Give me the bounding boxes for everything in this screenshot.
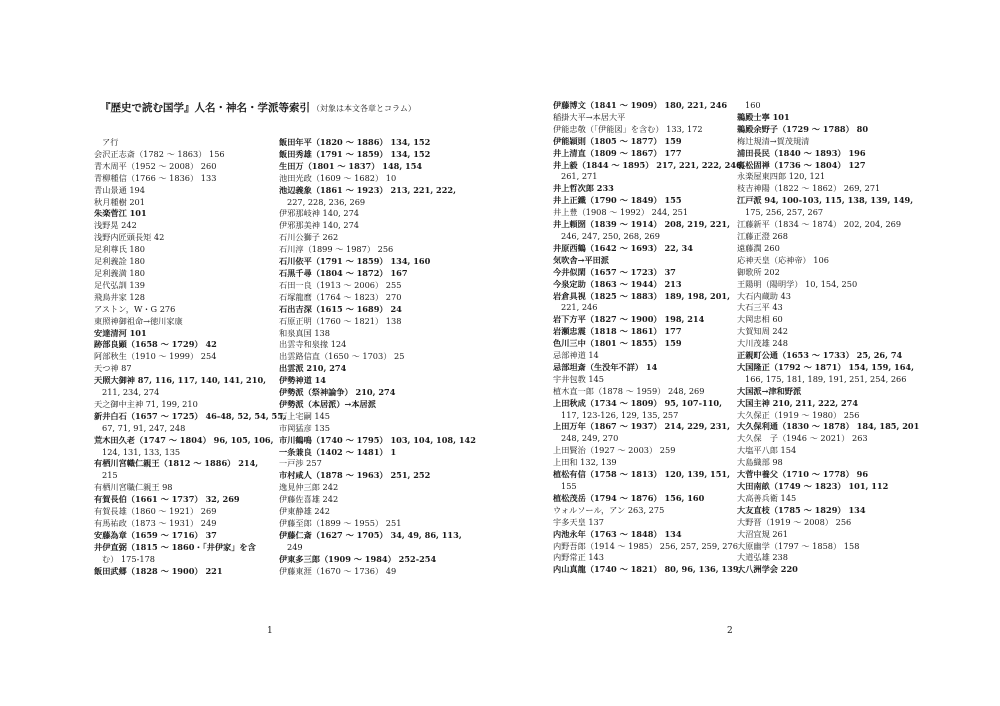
index-title-note: （対象は本文各章とコラム） xyxy=(312,104,416,113)
index-entry: 伊能穎則（1805 ～ 1877） 159 xyxy=(553,135,682,146)
index-entry: 朱楽菅江 101 xyxy=(94,208,147,219)
index-entry: 出雲路信直（1650 ～ 1703） 25 xyxy=(279,351,405,362)
index-entry: 植松茂岳（1794 ～ 1876） 156, 160 xyxy=(553,492,705,503)
index-title xyxy=(100,100,416,115)
index-entry: 江藤新平（1834 ～ 1874） 202, 204, 269 xyxy=(737,219,902,230)
index-entry: 応神天皇（応神帝） 106 xyxy=(737,254,829,265)
index-column xyxy=(737,100,919,576)
index-entry: 伊邪那岐神 140, 274 xyxy=(279,208,360,219)
index-entry: 市村咸人（1878 ～ 1963） 251, 252 xyxy=(279,470,431,481)
index-column xyxy=(279,137,476,578)
index-entry: 上田賢治（1927 ～ 2003） 259 xyxy=(553,445,676,456)
index-entry: 有馬祐政（1873 ～ 1931） 249 xyxy=(94,518,217,528)
index-entry: 160 xyxy=(745,100,761,110)
index-entry: 211, 234, 274 xyxy=(102,387,160,398)
index-entry: 124, 131, 133, 135 xyxy=(102,446,181,457)
index-entry: 大道弘雄 238 xyxy=(737,552,788,563)
index-entry: 和泉真国 138 xyxy=(279,327,330,338)
index-section-heading: ア行 xyxy=(102,137,119,147)
index-entry: 会沢正志斎（1782 ～ 1863） 156 xyxy=(94,148,225,159)
index-entry: 大田南畝（1749 ～ 1823） 101, 112 xyxy=(737,481,889,491)
index-entry: 浅野内匠頭長矩 42 xyxy=(94,232,165,243)
index-entry: 井上頼圀（1839 ～ 1914） 208, 219, 221, xyxy=(553,219,730,230)
index-entry: 大国主神 210, 211, 222, 274 xyxy=(737,397,859,408)
index-entry: 内野吾郎（1914 ～ 1985） 256, 257, 259, 276 xyxy=(553,540,738,551)
index-entry: 伊東多三郎（1909 ～ 1984） 252-254 xyxy=(279,553,437,564)
index-entry: 伊東静雄 242 xyxy=(279,506,330,517)
index-entry: 気吹舎→平田派 xyxy=(553,254,609,265)
index-entry: 稲掛大平→本居大平 xyxy=(553,111,626,122)
index-entry: 生田万（1801 ～ 1837） 148, 154 xyxy=(279,160,423,171)
index-entry: 青柳種信（1766 ～ 1836） 133 xyxy=(94,172,217,183)
index-entry: 117, 123-126, 129, 135, 257 xyxy=(561,409,679,420)
index-entry: 伊藤博文（1841 ～ 1909） 180, 221, 246 xyxy=(553,100,728,110)
index-entry: 忌部坦斎（生没年不詳） 14 xyxy=(553,361,658,372)
index-entry: 石黒千尋（1804 ～ 1872） 167 xyxy=(279,267,408,278)
index-entry: 大塩平八郎 154 xyxy=(737,445,797,456)
index-title-text: 『歴史で読む国学』人名・神名・学派等索引 xyxy=(100,102,310,114)
index-entry: 石田一良（1913 ～ 2006） 255 xyxy=(279,279,402,290)
index-entry: 伊藤佐喜雄 242 xyxy=(279,494,339,505)
index-entry: 植木直一郎（1878 ～ 1959） 248, 269 xyxy=(553,385,705,396)
index-entry: 出雲寺和泉掾 124 xyxy=(279,339,347,350)
index-entry: 飛鳥井家 128 xyxy=(94,291,145,302)
index-entry: 大賀知周 242 xyxy=(737,326,788,337)
page-number: 2 xyxy=(727,626,733,636)
index-entry: 伊勢派（祭神論争） 210, 274 xyxy=(279,387,396,398)
index-entry: 天つ神 87 xyxy=(94,363,132,374)
index-entry: 大友直枝（1785 ～ 1829） 134 xyxy=(737,504,866,515)
index-entry: 有栖川宮幟仁親王（1812 ～ 1886） 214, xyxy=(94,458,259,469)
index-entry: 足利義詮 180 xyxy=(94,256,145,267)
index-entry: 宇井包教 145 xyxy=(553,373,604,384)
index-entry: 江藤正澄 268 xyxy=(737,230,788,241)
index-entry: 遠藤潤 260 xyxy=(737,242,780,253)
index-entry: む） 175-178 xyxy=(102,553,155,564)
index-entry: 大岡忠相 60 xyxy=(737,314,783,325)
index-entry: 249 xyxy=(287,541,303,552)
index-entry: 井上正鐵（1790 ～ 1849） 155 xyxy=(553,195,682,206)
index-entry: 一戸渉 257 xyxy=(279,458,322,469)
index-entry: 伊藤仁斎（1627 ～ 1705） 34, 49, 86, 113, xyxy=(279,529,462,540)
index-entry: 221, 246 xyxy=(561,302,598,313)
index-entry: 大高善兵衛 145 xyxy=(737,492,797,503)
index-entry: 天之御中主神 71, 199, 210 xyxy=(94,398,198,409)
index-entry: 有栖川宮職仁親王 98 xyxy=(94,482,173,493)
index-entry: 大野晋（1919 ～ 2008） 256 xyxy=(737,516,852,527)
index-entry: 井原西鶴（1642 ～ 1693） 22, 34 xyxy=(553,242,693,253)
index-entry: 足利尊氏 180 xyxy=(94,244,145,255)
index-entry: 大国派→津和野派 xyxy=(737,385,802,396)
index-entry: 有賀長伯（1661 ～ 1737） 32, 269 xyxy=(94,494,240,505)
index-entry: 大久保正（1919 ～ 1980） 256 xyxy=(737,409,860,420)
index-entry: 上田秋成（1734 ～ 1809） 95, 107-110, xyxy=(553,397,722,408)
index-entry: 伊能忠敬（「伊能図」を含む） 133, 172 xyxy=(553,123,703,134)
index-entry: 枝吉神陽（1822 ～ 1862） 269, 271 xyxy=(737,183,881,194)
index-entry: 池田光政（1609 ～ 1682） 10 xyxy=(279,172,397,183)
index-entry: 岩下方平（1827 ～ 1900） 198, 214 xyxy=(553,314,705,325)
index-entry: 261, 271 xyxy=(561,171,598,182)
index-entry: 飯田秀雄（1791 ～ 1859） 134, 152 xyxy=(279,148,431,159)
index-entry: 175, 256, 257, 267 xyxy=(745,207,824,218)
index-entry: 浦田長民（1840 ～ 1893） 196 xyxy=(737,147,866,158)
index-entry: 出雲派 210, 274 xyxy=(279,363,347,374)
index-entry: 大菅中養父（1710 ～ 1778） 96 xyxy=(737,469,869,480)
page-right xyxy=(500,0,1000,706)
index-entry: 鵜殿余野子（1729 ～ 1788） 80 xyxy=(737,123,869,134)
page-number: 1 xyxy=(267,626,273,636)
index-entry: 伊勢神道 14 xyxy=(279,375,326,386)
index-entry: 岩瀬忠震（1818 ～ 1861） 177 xyxy=(553,326,682,337)
index-entry: 市岡猛彦 135 xyxy=(279,422,330,433)
index-entry: 新井白石（1657 ～ 1725） 46-48, 52, 54, 55, xyxy=(94,410,286,421)
index-entry: 梅辻規清→賀茂規清 xyxy=(737,135,810,146)
index-entry: 伊藤至郎（1899 ～ 1955） 251 xyxy=(279,518,402,528)
index-entry: 大国隆正（1792 ～ 1871） 154, 159, 164, xyxy=(737,361,914,372)
index-entry: 上田万年（1867 ～ 1937） 214, 229, 231, xyxy=(553,421,730,432)
index-entry: 浅野晃 242 xyxy=(94,220,137,231)
index-entry: 岩倉具視（1825 ～ 1883） 189, 198, 201, xyxy=(553,290,730,301)
index-entry: 石川依平（1791 ～ 1859） 134, 160 xyxy=(279,256,431,267)
index-entry: 永楽屋東四郎 120, 121 xyxy=(737,171,826,182)
index-entry: 大島織部 98 xyxy=(737,457,783,468)
index-entry: 大沼宜規 261 xyxy=(737,528,788,539)
index-entry: 足利義満 180 xyxy=(94,267,145,278)
index-entry: 荒木田久老（1747 ～ 1804） 96, 105, 106, xyxy=(94,434,274,445)
index-entry: 伊藤東涯（1670 ～ 1736） 49 xyxy=(279,565,397,576)
index-entry: 東照神御祖命→徳川家康 xyxy=(94,315,183,326)
index-entry: 安達清河 101 xyxy=(94,327,147,338)
index-entry: 石塚龍麿（1764 ～ 1823） 270 xyxy=(279,291,402,302)
index-entry: 一条兼良（1402 ～ 1481） 1 xyxy=(279,446,397,457)
index-entry: 井上豊（1908 ～ 1992） 244, 251 xyxy=(553,207,689,218)
index-entry: 石川公獅子 262 xyxy=(279,232,339,243)
index-entry: 246, 247, 250, 268, 269 xyxy=(561,230,660,241)
index-entry: 天照大御神 87, 116, 117, 140, 141, 210, xyxy=(94,375,266,386)
index-entry: 内池永年（1763 ～ 1848） 134 xyxy=(553,528,682,539)
index-entry: 青山景通 194 xyxy=(94,184,145,195)
index-entry: 裏松固禅（1736 ～ 1804） 127 xyxy=(737,159,866,170)
index-entry: 足代弘訓 139 xyxy=(94,279,145,290)
index-entry: 池辺義象（1861 ～ 1923） 213, 221, 222, xyxy=(279,184,456,195)
index-entry: 67, 71, 91, 247, 248 xyxy=(102,422,186,433)
index-entry: 今泉定助（1863 ～ 1944） 213 xyxy=(553,278,682,289)
index-column xyxy=(94,137,286,578)
index-entry: 大石三平 43 xyxy=(737,302,783,313)
index-entry: 大石内蔵助 43 xyxy=(737,290,791,301)
index-entry: 227, 228, 236, 269 xyxy=(287,196,366,207)
index-entry: 宇多天皇 137 xyxy=(553,516,604,527)
index-entry: 王陽明（陽明学） 10, 154, 250 xyxy=(737,278,858,289)
index-entry: 155 xyxy=(561,481,577,491)
index-entry: 伊邪那美神 140, 274 xyxy=(279,220,360,231)
index-entry: 石出吉深（1615 ～ 1689） 24 xyxy=(279,303,402,314)
index-column xyxy=(553,100,745,576)
index-entry: 井上清直（1809 ～ 1867） 177 xyxy=(553,147,682,158)
index-entry: 井上毅（1844 ～ 1895） 217, 221, 222, 246, xyxy=(553,159,745,170)
index-entry: 石原正明（1760 ～ 1821） 138 xyxy=(279,315,402,326)
index-entry: 逸見仲三郎 242 xyxy=(279,482,339,493)
index-entry: 忌部神道 14 xyxy=(553,350,599,361)
index-entry: 有賀長雄（1860 ～ 1921） 269 xyxy=(94,506,217,517)
index-entry: 御歌所 202 xyxy=(737,266,780,277)
index-entry: 飯田武郷（1828 ～ 1900） 221 xyxy=(94,565,223,576)
index-entry: ウォルソール，アン 263, 275 xyxy=(553,504,665,515)
index-entry: 大八洲学会 220 xyxy=(737,564,798,575)
index-entry: 内山真龍（1740 ～ 1821） 80, 96, 136, 139, xyxy=(553,564,742,575)
index-entry: 内野常正 143 xyxy=(553,552,604,563)
index-entry: 跡部良顕（1658 ～ 1729） 42 xyxy=(94,339,217,350)
index-entry: 飯田年平（1820 ～ 1886） 134, 152 xyxy=(279,137,431,147)
index-entry: 166, 175, 181, 189, 191, 251, 254, 266 xyxy=(745,373,907,384)
index-entry: 安藤為章（1659 ～ 1716） 37 xyxy=(94,529,217,540)
index-entry: 正親町公通（1653 ～ 1733） 25, 26, 74 xyxy=(737,350,903,361)
index-entry: 大久保利通（1830 ～ 1878） 184, 185, 201 xyxy=(737,421,920,432)
index-entry: 市川鶴鳴（1740 ～ 1795） 103, 104, 108, 142 xyxy=(279,434,476,445)
index-entry: 植松有信（1758 ～ 1813） 120, 139, 151, xyxy=(553,469,730,480)
index-entry: 上田和 132, 139 xyxy=(553,457,617,468)
index-entry: 248, 249, 270 xyxy=(561,433,619,444)
index-entry: 青木周平（1952 ～ 2008） 260 xyxy=(94,160,217,171)
index-entry: 秋月種樹 201 xyxy=(94,196,145,207)
index-entry: 江戸派 94, 100-103, 115, 138, 139, 149, xyxy=(737,195,914,206)
index-entry: 井伊直弼（1815 ～ 1860・「井伊家」を含 xyxy=(94,541,256,552)
index-entry: 大原幽学（1797 ～ 1858） 158 xyxy=(737,540,860,551)
index-entry: 大久保 子（1946 ～ 2021） 263 xyxy=(737,433,868,444)
index-entry: 阿部秋生（1910 ～ 1999） 254 xyxy=(94,351,217,362)
index-entry: アストン，W・G 276 xyxy=(94,303,176,314)
index-entry: 大川茂雄 248 xyxy=(737,338,788,349)
index-entry: 石川淳（1899 ～ 1987） 256 xyxy=(279,244,394,255)
index-entry: 215 xyxy=(102,470,118,481)
index-entry: 鵜殿士寧 101 xyxy=(737,111,790,122)
index-entry: 今井似閑（1657 ～ 1723） 37 xyxy=(553,266,676,277)
index-entry: 色川三中（1801 ～ 1855） 159 xyxy=(553,338,682,349)
index-entry: 井上哲次郎 233 xyxy=(553,183,614,194)
index-entry: 伊勢派（本居派）→本居派 xyxy=(279,398,376,409)
index-entry: 石上宅嗣 145 xyxy=(279,410,330,421)
